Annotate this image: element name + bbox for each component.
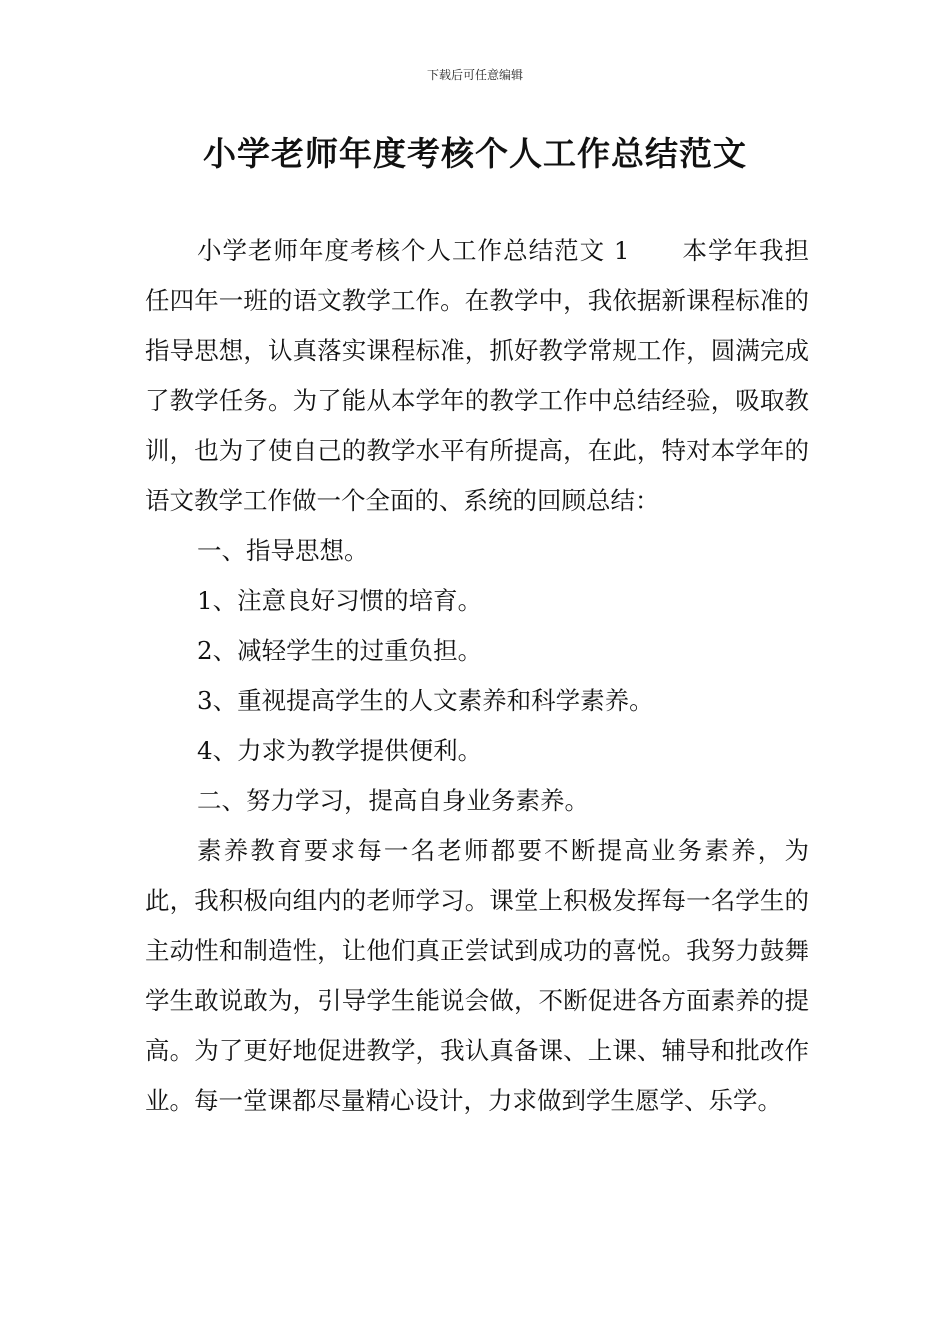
section-heading-2: 二、努力学习，提高自身业务素养。: [197, 786, 589, 815]
section-heading-1: 一、指导思想。: [197, 536, 369, 565]
list-item-2: 2、减轻学生的过重负担。: [197, 636, 483, 665]
list-item-4: 4、力求为教学提供便利。: [197, 736, 483, 765]
list-item-3: 3、重视提高学生的人文素养和科学素养。: [197, 686, 654, 715]
document-body: [145, 226, 809, 1126]
intro-heading: 小学老师年度考核个人工作总结范文 1: [197, 236, 630, 265]
intro-paragraph: [145, 226, 809, 526]
intro-text: 本学年我担任四年一班的语文教学工作。在教学中，我依据新课程标准的指导思想，认真落实课程标准，抓好教学常规工作，圆满完成了教学任务。为了能从本学年的教学工作中总结经验，吸取教训，也为了使自己的教学水平有所提高，在此，特对本学年的语文教学工作做一个全面的、系统的回顾总结：: [145, 236, 810, 515]
document-title: 小学老师年度考核个人工作总结范文: [203, 134, 747, 173]
paragraph-2: 素养教育要求每一名老师都要不断提高业务素养，为此，我积极向组内的老师学习。课堂上积极发挥每一名学生的主动性和制造性，让他们真正尝试到成功的喜悦。我努力鼓舞学生敢说敢为，引导学生能说会做，不断促进各方面素养的提高。为了更好地促进教学，我认真备课、上课、辅导和批改作业。每一堂课都尽量精心设计，力求做到学生愿学、乐学。: [145, 836, 809, 1115]
list-item-1: 1、注意良好习惯的培育。: [197, 586, 483, 615]
header-note: 下载后可任意编辑: [426, 68, 523, 82]
